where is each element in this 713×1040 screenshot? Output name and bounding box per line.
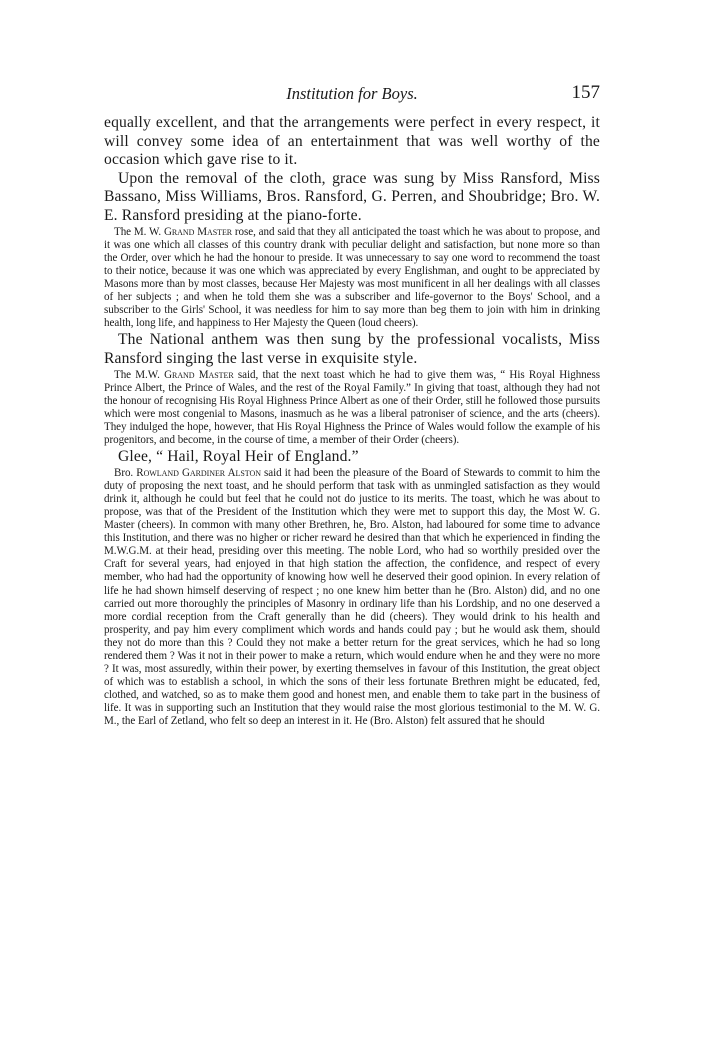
paragraph-glee: Glee, “ Hail, Royal Heir of England.” xyxy=(118,448,359,466)
paragraph-alston-speech xyxy=(104,467,600,729)
speech-text: said it had been the pleasure of the Board of Stewards to commit to him the duty of proposing the next toast, and he should perform that task with as unmingled satisfaction as they would drink it, although he could but feel that he could not do justice to its merits. The toast, which he was about to propose, was that of the President of the Institution which they were met to support this day, the Most W. G. Master (cheers). In common with many other Brethren, he, Bro. Alston, had laboured for some time to advance this Institution, and there was no higher or richer reward he desired than that which he experienced in finding the M.W.G.M. at their head, presiding over this meeting. The noble Lord, who had so worthily presided over the Craft for several years, had enjoyed in that high station the affection, the confidence, and respect of every member, who had had the opportunity of knowing how well he deserved their good opinion. In every relation of life he had shown himself deserving of respect ; no one knew him better than he (Bro. Alston) did, and no one carried out more thoroughly the principles of Masonry in ordinary life than his Lordship, and no one deserved a more cordial reception from the Craft generally than he did (cheers). They would drink to his health and prosperity, and pay him every compliment which words and hands could pay ; but he would ask them, should they not do more than this ? Could they not make a better return for the great services, which he had so long rendered them ? Was it not in their power to make a return, which would endure when he and they were no more ? It was, most assuredly, within their power, by exerting themselves in favour of this Institution, the great object of which was to establish a school, in which the sons of their less fortunate Brethren might be educated, fed, clothed, and watched, so as to make them good and honest men, and enable them to take part in the business of life. It was in supporting such an Institution that they would raise the most glorious testimonial to the M. W. G. M., the Earl of Zetland, who felt so deep an interest in it. He (Bro. Alston) felt assured that he should xyxy=(104,466,600,728)
paragraph-royal-family-toast xyxy=(104,369,600,448)
speaker-prefix: Bro. xyxy=(114,466,137,479)
speaker-title: Grand Master xyxy=(163,225,233,238)
speaker-prefix: The M. W. xyxy=(114,225,164,238)
page-header xyxy=(104,82,600,110)
paragraph-national-anthem: The National anthem was then sung by the professional vocalists, Miss Ransford singing the last verse in exquisite style. xyxy=(104,331,600,367)
speaker-prefix: The M.W. xyxy=(114,368,165,381)
running-title: Institution for Boys. xyxy=(286,84,418,103)
speech-text: rose, and said that they all anticipated the toast which he was about to propose, and it was one which all classes of this country drank with peculiar delight and satisfaction, but none more so than the Order, over which he had the honour to preside. It was unnecessary to say one word to recommend the toast to their notice, because it was one which was appreciated by every Englishman, and ought to be appreciated by Masons more than by most classes, because Her Majesty was most munificent in all her dealings with all classes of her subjects ; and when he told them she was a subscriber and life-governor to the Boys' School, and a subscriber to the Girls' School, it was needless for him to say more than beg them to join with him in drinking health, long life, and happiness to Her Majesty the Queen (loud cheers). xyxy=(104,225,600,330)
book-page xyxy=(104,82,600,729)
paragraph-dinner-close: equally excellent, and that the arrangements were perfect in every respect, it will convey some idea of an entertainment that was well worthy of the occasion which gave rise to it. xyxy=(104,114,600,169)
page-number: 157 xyxy=(571,82,600,103)
paragraph-queen-toast xyxy=(104,226,600,331)
speaker-title: Grand Master xyxy=(164,368,234,381)
speech-text: said, that the next toast which he had to give them was, “ His Royal Highness Prince Albert, the Prince of Wales, and the rest of the Royal Family.” In giving that toast, although they had not the honour of recognising His Royal Highness Prince Albert as one of their Order, still he followed those pursuits which were most congenial to Masons, inasmuch as he was a liberal patroniser of science, and the arts (cheers). They indulged the hope, however, that His Royal Highness the Prince of Wales would follow the example of his progenitors, and become, in the course of time, a member of their Order (cheers). xyxy=(104,368,601,446)
speaker-name: Rowland Gardiner Alston xyxy=(136,466,261,479)
paragraph-grace: Upon the removal of the cloth, grace was sung by Miss Ransford, Miss Bassano, Miss Williams, Bros. Ransford, G. Perren, and Shoubridge; Bro. W. E. Ransford presiding at the piano-forte. xyxy=(104,169,600,224)
